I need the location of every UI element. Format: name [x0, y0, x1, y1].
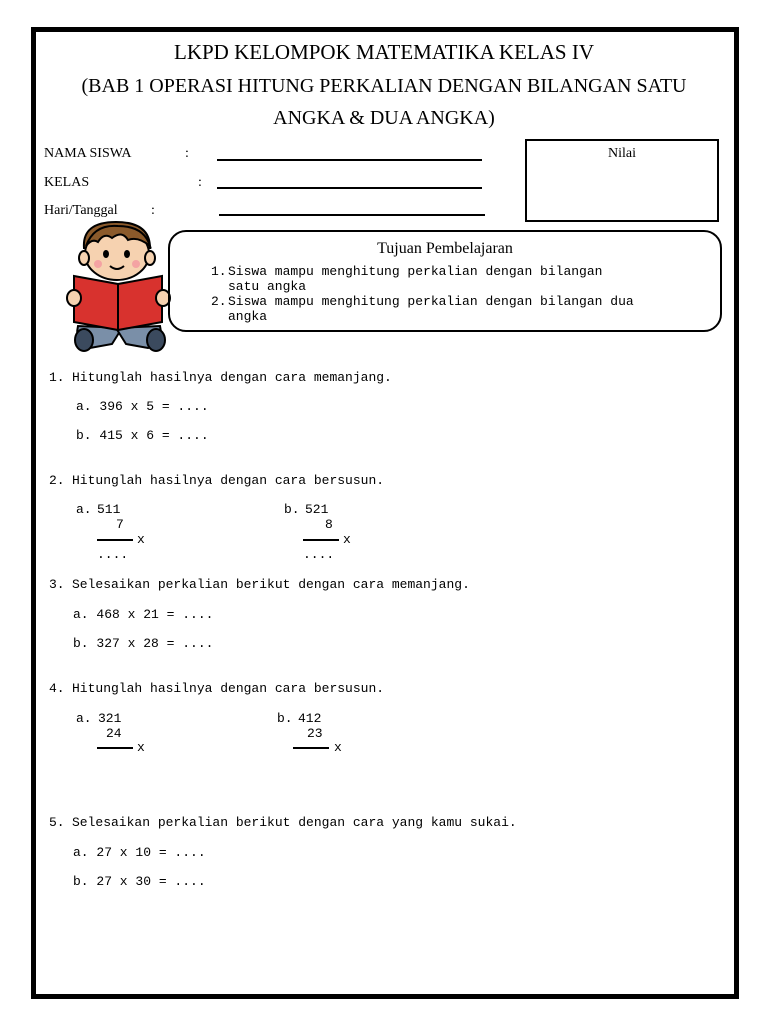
question-1-b: b. 415 x 6 = ....	[76, 428, 209, 443]
question-3-a: a. 468 x 21 = ....	[73, 607, 214, 622]
subtitle-line-1: (BAB 1 OPERASI HITUNG PERKALIAN DENGAN BILANGAN SATU	[81, 75, 687, 97]
nama-colon: :	[185, 146, 189, 161]
question-4b-label: b.	[277, 711, 293, 726]
nilai-box[interactable]	[525, 139, 719, 222]
question-4a-bottom: 24	[106, 726, 122, 741]
question-4a-top: 321	[98, 711, 122, 726]
question-5-b: b. 27 x 30 = ....	[73, 874, 206, 889]
nama-siswa-label: NAMA SISWA	[44, 146, 132, 161]
worksheet-subtitle	[40, 71, 728, 133]
boy-reading-illustration	[64, 218, 174, 356]
tujuan-title: Tujuan Pembelajaran	[377, 240, 513, 257]
question-2b-bottom: 8	[325, 517, 333, 532]
question-4b-op: x	[334, 740, 342, 755]
hari-tanggal-label: Hari/Tanggal	[44, 203, 118, 218]
question-2b-result: ....	[303, 547, 335, 562]
question-4a-op: x	[137, 740, 145, 755]
question-2a-bottom: 7	[116, 517, 124, 532]
question-2a-result: ....	[97, 547, 129, 562]
question-2a-op: x	[137, 532, 145, 547]
question-4b-bottom: 23	[307, 726, 323, 741]
goal-2-line-1: Siswa mampu menghitung perkalian dengan bilangan dua	[228, 294, 634, 309]
question-5-text: Selesaikan perkalian berikut dengan cara yang kamu sukai.	[72, 815, 517, 830]
question-2a-top: 511	[97, 502, 121, 517]
question-3-text: Selesaikan perkalian berikut dengan cara memanjang.	[72, 577, 470, 592]
question-4a-rule	[97, 747, 133, 749]
question-1-text: Hitunglah hasilnya dengan cara memanjang.	[72, 370, 392, 385]
kelas-label: KELAS	[44, 175, 90, 190]
question-2b-top: 521	[305, 502, 329, 517]
nama-siswa-field[interactable]	[217, 159, 482, 161]
goal-1-number: 1.	[211, 264, 227, 279]
question-4-number: 4.	[49, 681, 65, 696]
question-2-text: Hitunglah hasilnya dengan cara bersusun.	[72, 473, 385, 488]
question-2a-label: a.	[76, 502, 92, 517]
goal-2-line-2: angka	[228, 309, 268, 324]
question-1-a: a. 396 x 5 = ....	[76, 399, 209, 414]
question-2a-rule	[97, 539, 133, 541]
question-5-number: 5.	[49, 815, 65, 830]
question-4-text: Hitunglah hasilnya dengan cara bersusun.	[72, 681, 385, 696]
question-5-a: a. 27 x 10 = ....	[73, 845, 206, 860]
question-3-number: 3.	[49, 577, 65, 592]
question-1-number: 1.	[49, 370, 65, 385]
question-3-b: b. 327 x 28 = ....	[73, 636, 214, 651]
goal-1-line-2: satu angka	[228, 279, 307, 294]
question-2b-rule	[303, 539, 339, 541]
question-2-number: 2.	[49, 473, 65, 488]
kelas-field[interactable]	[217, 187, 482, 189]
goal-1-line-1: Siswa mampu menghitung perkalian dengan bilangan	[228, 264, 603, 279]
question-4b-rule	[293, 747, 329, 749]
goal-2-number: 2.	[211, 294, 227, 309]
question-2b-label: b.	[284, 502, 300, 517]
hari-colon: :	[151, 203, 155, 218]
kelas-colon: :	[198, 175, 202, 190]
question-2b-op: x	[343, 532, 351, 547]
question-4b-top: 412	[298, 711, 322, 726]
nilai-label: Nilai	[608, 146, 636, 161]
subtitle-line-2: ANGKA & DUA ANGKA)	[273, 107, 495, 129]
hari-tanggal-field[interactable]	[219, 214, 485, 216]
question-4a-label: a.	[76, 711, 92, 726]
worksheet-title: LKPD KELOMPOK MATEMATIKA KELAS IV	[174, 40, 594, 64]
